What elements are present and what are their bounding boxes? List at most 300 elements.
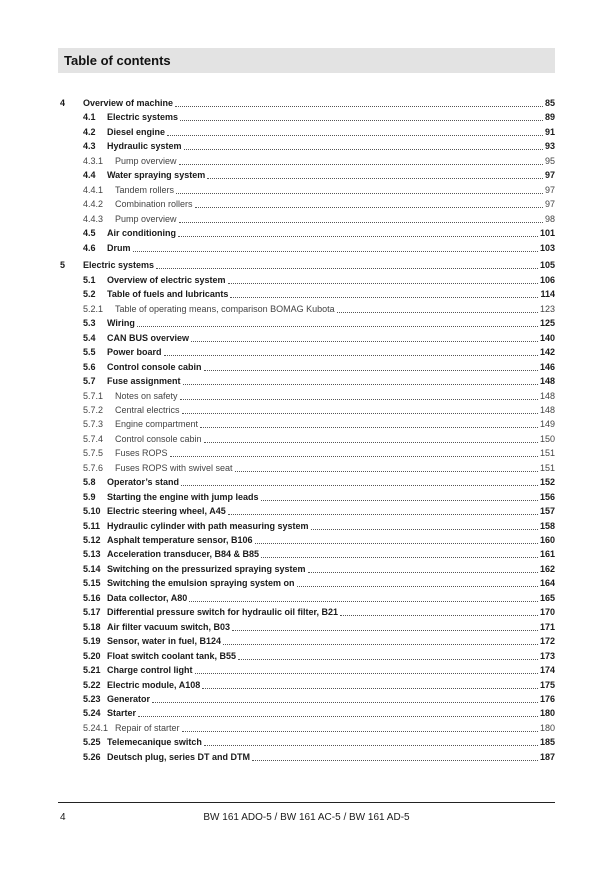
page-number: 150 bbox=[539, 433, 555, 444]
section-title: Electric systems bbox=[83, 260, 155, 271]
page-number: 152 bbox=[539, 477, 555, 488]
section-number: 5.21 bbox=[83, 665, 101, 676]
section-number: 5.2.1 bbox=[83, 303, 104, 314]
dot-leader bbox=[308, 571, 538, 573]
dot-leader bbox=[170, 455, 538, 457]
toc-entry-label bbox=[83, 405, 180, 416]
page-number: 165 bbox=[539, 592, 555, 603]
section-number: 4.4 bbox=[83, 170, 96, 181]
toc-entry-line bbox=[83, 98, 555, 109]
page-number: 97 bbox=[544, 199, 555, 210]
toc-entry-line bbox=[83, 112, 555, 123]
toc-entry-line bbox=[83, 260, 555, 271]
toc-entry-label bbox=[83, 228, 176, 239]
section-title: Differential pressure switch for hydraulic oil filter, B21 bbox=[107, 607, 339, 618]
toc-entry-line bbox=[83, 347, 555, 358]
section-number: 5.17 bbox=[83, 607, 101, 618]
toc-entry-label bbox=[83, 434, 202, 445]
section-title: Drum bbox=[107, 242, 131, 253]
section-title: Starting the engine with jump leads bbox=[107, 491, 259, 502]
toc-entry-line bbox=[83, 622, 555, 633]
toc-entry[interactable] bbox=[0, 213, 613, 227]
dot-leader bbox=[167, 134, 543, 136]
section-number: 5.13 bbox=[83, 549, 101, 560]
toc-entry-label bbox=[83, 185, 174, 196]
toc-entry-line bbox=[83, 564, 555, 575]
section-title: Float switch coolant tank, B55 bbox=[107, 650, 237, 661]
toc-entry-label bbox=[83, 578, 295, 589]
dot-leader bbox=[164, 354, 538, 356]
section-number: 5.1 bbox=[83, 274, 96, 285]
toc-entry[interactable] bbox=[0, 198, 613, 212]
page-number: 98 bbox=[544, 213, 555, 224]
dot-leader bbox=[189, 600, 538, 602]
toc-entry[interactable] bbox=[0, 155, 613, 169]
section-title: Repair of starter bbox=[115, 722, 180, 733]
section-title: Water spraying system bbox=[107, 170, 206, 181]
toc-entry-line bbox=[83, 492, 555, 503]
section-title: Combination rollers bbox=[115, 199, 193, 210]
dot-leader bbox=[152, 701, 538, 703]
dot-leader bbox=[184, 148, 543, 150]
toc-entry-label bbox=[83, 333, 189, 344]
page-number: 140 bbox=[539, 332, 555, 343]
toc-entry[interactable] bbox=[0, 332, 613, 346]
page-number: 151 bbox=[539, 448, 555, 459]
toc-entry-label bbox=[83, 275, 226, 286]
page-number: 172 bbox=[539, 636, 555, 647]
dot-leader bbox=[297, 585, 538, 587]
section-number: 5.10 bbox=[83, 506, 101, 517]
section-number: 5.9 bbox=[83, 491, 96, 502]
footer-divider bbox=[58, 802, 555, 803]
toc-entry-label bbox=[83, 419, 198, 430]
dot-leader bbox=[204, 744, 538, 746]
toc-entry-label bbox=[83, 506, 226, 517]
toc-entry-line bbox=[83, 185, 555, 196]
toc-entry-label bbox=[83, 665, 193, 676]
toc-entry-label bbox=[83, 463, 233, 474]
toc-entry-line bbox=[83, 636, 555, 647]
section-title: Fuse assignment bbox=[107, 376, 181, 387]
toc-entry[interactable] bbox=[0, 418, 613, 432]
toc-entry-line bbox=[83, 228, 555, 239]
section-number: 5.7.3 bbox=[83, 419, 104, 430]
page-number: 156 bbox=[539, 491, 555, 502]
page-number: 91 bbox=[544, 126, 555, 137]
page-number: 157 bbox=[539, 506, 555, 517]
dot-leader bbox=[137, 325, 538, 327]
toc-entry[interactable] bbox=[0, 693, 613, 707]
toc-entry-line bbox=[83, 607, 555, 618]
section-number: 4.4.2 bbox=[83, 199, 104, 210]
toc-entry[interactable] bbox=[0, 534, 613, 548]
section-title: Table of operating means, comparison BOMAG Kubota bbox=[115, 303, 335, 314]
section-title: Central electrics bbox=[115, 404, 180, 415]
section-title: Tandem rollers bbox=[115, 184, 175, 195]
page-number: 180 bbox=[539, 722, 555, 733]
toc-entry[interactable] bbox=[0, 505, 613, 519]
toc-entry-label bbox=[83, 243, 131, 254]
section-title: Charge control light bbox=[107, 665, 193, 676]
toc-entry-label bbox=[83, 448, 168, 459]
toc-entry-label bbox=[83, 127, 165, 138]
page-number: 85 bbox=[544, 98, 555, 108]
section-title: Deutsch plug, series DT and DTM bbox=[107, 751, 251, 762]
toc-entry-label bbox=[83, 347, 162, 358]
toc-entry[interactable] bbox=[0, 577, 613, 591]
footer-model: BW 161 ADO-5 / BW 161 AC-5 / BW 161 AD-5 bbox=[203, 812, 410, 823]
chapter-number: 4 bbox=[60, 98, 66, 108]
section-number: 5.7.4 bbox=[83, 433, 104, 444]
dot-leader bbox=[179, 163, 543, 165]
toc-entry-line bbox=[83, 419, 555, 430]
toc-entry-label bbox=[83, 694, 150, 705]
toc-entry-line bbox=[83, 723, 555, 734]
section-number: 5.22 bbox=[83, 679, 101, 690]
section-title: Control console cabin bbox=[107, 361, 202, 372]
toc-entry-line bbox=[83, 141, 555, 152]
page-number: 103 bbox=[539, 242, 555, 253]
section-number: 5.7.2 bbox=[83, 404, 104, 415]
toc-entry[interactable] bbox=[0, 736, 613, 750]
toc-entry-label bbox=[83, 318, 135, 329]
dot-leader bbox=[195, 672, 538, 674]
toc-entry-line bbox=[83, 680, 555, 691]
page-number: 171 bbox=[539, 621, 555, 632]
section-title: Overview of machine bbox=[83, 98, 174, 108]
toc-entry-line bbox=[83, 708, 555, 719]
toc-entry[interactable] bbox=[0, 317, 613, 331]
section-title: Hydraulic cylinder with path measuring system bbox=[107, 520, 309, 531]
dot-leader bbox=[182, 412, 538, 414]
toc-entry-line bbox=[83, 275, 555, 286]
page-number: 151 bbox=[539, 462, 555, 473]
dot-leader bbox=[340, 614, 538, 616]
section-number: 5.8 bbox=[83, 477, 96, 488]
toc-entry[interactable] bbox=[0, 303, 613, 317]
page-number: 125 bbox=[539, 318, 555, 329]
section-title: Wiring bbox=[107, 318, 135, 329]
page-number: 146 bbox=[539, 361, 555, 372]
toc-entry-label bbox=[83, 593, 187, 604]
section-title: Data collector, A80 bbox=[107, 592, 188, 603]
toc-entry-label bbox=[83, 636, 221, 647]
toc-entry-line bbox=[83, 156, 555, 167]
toc-entry-line bbox=[83, 362, 555, 373]
dot-leader bbox=[182, 730, 538, 732]
toc-entry-label bbox=[83, 723, 180, 734]
section-title: Diesel engine bbox=[107, 126, 166, 137]
toc-chapter[interactable] bbox=[0, 97, 613, 111]
toc-entry[interactable] bbox=[0, 274, 613, 288]
toc-entry-label bbox=[83, 477, 179, 488]
chapter-number: 5 bbox=[60, 260, 66, 271]
toc-entry[interactable] bbox=[0, 679, 613, 693]
toc-entry-line bbox=[83, 535, 555, 546]
page-number: 105 bbox=[539, 260, 555, 271]
toc-entry[interactable] bbox=[0, 169, 613, 183]
dot-leader bbox=[223, 643, 538, 645]
toc-entry-line bbox=[83, 127, 555, 138]
page-number: 187 bbox=[539, 751, 555, 762]
page-number: 101 bbox=[539, 228, 555, 239]
section-number: 5.7.5 bbox=[83, 448, 104, 459]
toc-entry-line bbox=[83, 304, 555, 315]
dot-leader bbox=[181, 484, 538, 486]
page-number: 95 bbox=[544, 155, 555, 166]
dot-leader bbox=[156, 267, 538, 269]
dot-leader bbox=[255, 542, 538, 544]
toc-entry[interactable] bbox=[0, 288, 613, 302]
toc-entry-line bbox=[83, 549, 555, 560]
toc-entry-label bbox=[83, 622, 230, 633]
section-title: Switching the emulsion spraying system on bbox=[107, 578, 295, 589]
toc-entry[interactable] bbox=[0, 707, 613, 721]
toc-entry-label bbox=[83, 98, 173, 109]
toc-entry-line bbox=[83, 376, 555, 387]
toc-header bbox=[58, 48, 555, 73]
section-title: Acceleration transducer, B84 & B85 bbox=[107, 549, 260, 560]
toc-entry[interactable] bbox=[0, 563, 613, 577]
toc-entry[interactable] bbox=[0, 375, 613, 389]
section-number: 4.6 bbox=[83, 242, 96, 253]
toc-entry-line bbox=[83, 578, 555, 589]
toc-entry-label bbox=[83, 535, 253, 546]
toc-entry[interactable] bbox=[0, 462, 613, 476]
page-number: 164 bbox=[539, 578, 555, 589]
section-title: CAN BUS overview bbox=[107, 332, 190, 343]
toc-entry-label bbox=[83, 260, 154, 271]
toc-entry[interactable] bbox=[0, 621, 613, 635]
dot-leader bbox=[261, 499, 538, 501]
section-number: 5.6 bbox=[83, 361, 96, 372]
toc-entry-line bbox=[83, 506, 555, 517]
dot-leader bbox=[207, 177, 543, 179]
section-title: Pump overview bbox=[115, 213, 177, 224]
dot-leader bbox=[178, 235, 538, 237]
toc-entry-line bbox=[83, 405, 555, 416]
section-number: 5.7.6 bbox=[83, 462, 104, 473]
toc-entry[interactable] bbox=[0, 361, 613, 375]
toc-entry-label bbox=[83, 362, 202, 373]
page-number: 161 bbox=[539, 549, 555, 560]
toc-entry-line bbox=[83, 463, 555, 474]
toc-entry[interactable] bbox=[0, 664, 613, 678]
toc-entry[interactable] bbox=[0, 722, 613, 736]
dot-leader bbox=[311, 528, 538, 530]
dot-leader bbox=[191, 340, 538, 342]
dot-leader bbox=[228, 513, 538, 515]
toc-entry[interactable] bbox=[0, 606, 613, 620]
page-number: 106 bbox=[539, 274, 555, 285]
toc-entry[interactable] bbox=[0, 650, 613, 664]
toc-entry[interactable] bbox=[0, 520, 613, 534]
section-title: Engine compartment bbox=[115, 419, 199, 430]
toc-entry-line bbox=[83, 521, 555, 532]
section-number: 4.4.1 bbox=[83, 184, 104, 195]
toc-entry-label bbox=[83, 391, 178, 402]
section-title: Power board bbox=[107, 347, 162, 358]
section-number: 4.4.3 bbox=[83, 213, 104, 224]
section-title: Switching on the pressurized spraying system bbox=[107, 563, 306, 574]
toc-entry[interactable] bbox=[0, 548, 613, 562]
dot-leader bbox=[180, 119, 543, 121]
page-number: 180 bbox=[539, 708, 555, 719]
toc-entry-line bbox=[83, 593, 555, 604]
page-number: 158 bbox=[539, 520, 555, 531]
section-title: Fuses ROPS with swivel seat bbox=[115, 462, 233, 473]
dot-leader bbox=[337, 311, 538, 313]
toc-entry[interactable] bbox=[0, 476, 613, 490]
toc-entry[interactable] bbox=[0, 390, 613, 404]
section-title: Electric steering wheel, A45 bbox=[107, 506, 226, 517]
section-number: 5.23 bbox=[83, 693, 101, 704]
toc-entry-label bbox=[83, 680, 200, 691]
toc-entry-label bbox=[83, 199, 193, 210]
dot-leader bbox=[183, 383, 538, 385]
toc-entry[interactable] bbox=[0, 447, 613, 461]
toc-entry-line bbox=[83, 170, 555, 181]
section-number: 5.18 bbox=[83, 621, 101, 632]
toc-entry[interactable] bbox=[0, 126, 613, 140]
toc-entry[interactable] bbox=[0, 111, 613, 125]
section-number: 4.1 bbox=[83, 112, 96, 123]
page-number: 160 bbox=[539, 535, 555, 545]
dot-leader bbox=[138, 715, 538, 717]
dot-leader bbox=[202, 687, 538, 689]
toc-entry-line bbox=[83, 391, 555, 402]
section-title: Pump overview bbox=[115, 155, 177, 166]
toc-entry[interactable] bbox=[0, 184, 613, 198]
section-number: 4.2 bbox=[83, 126, 96, 137]
dot-leader bbox=[230, 296, 538, 298]
section-title: Starter bbox=[107, 708, 137, 719]
toc-entry-label bbox=[83, 564, 306, 575]
toc-entry-line bbox=[83, 477, 555, 488]
section-title: Electric module, A108 bbox=[107, 679, 201, 690]
section-number: 5.4 bbox=[83, 332, 96, 343]
toc-entry-line bbox=[83, 333, 555, 344]
toc-entry-label bbox=[83, 708, 136, 719]
toc-entry-label bbox=[83, 214, 177, 225]
dot-leader bbox=[252, 759, 538, 761]
section-number: 5.14 bbox=[83, 563, 101, 574]
section-number: 5.11 bbox=[83, 520, 101, 531]
section-number: 5.7.1 bbox=[83, 390, 104, 401]
section-number: 4.5 bbox=[83, 228, 96, 239]
section-number: 5.26 bbox=[83, 751, 101, 762]
section-number: 5.24.1 bbox=[83, 722, 109, 733]
toc-entry[interactable] bbox=[0, 433, 613, 447]
toc-entry-line bbox=[83, 243, 555, 254]
page-number: 97 bbox=[544, 170, 555, 181]
toc-entry[interactable] bbox=[0, 227, 613, 241]
page-number: 176 bbox=[539, 693, 555, 704]
dot-leader bbox=[232, 629, 538, 631]
dot-leader bbox=[228, 282, 538, 284]
toc-entry-label bbox=[83, 289, 228, 300]
page-number: 149 bbox=[539, 419, 555, 430]
page-title: Table of contents bbox=[64, 53, 171, 68]
section-title: Air conditioning bbox=[107, 228, 176, 239]
toc-entry-line bbox=[83, 318, 555, 329]
toc-entry[interactable] bbox=[0, 751, 613, 765]
section-number: 5.15 bbox=[83, 578, 101, 589]
toc-entry[interactable] bbox=[0, 635, 613, 649]
dot-leader bbox=[235, 470, 538, 472]
dot-leader bbox=[175, 105, 543, 107]
section-number: 5.7 bbox=[83, 376, 96, 387]
page-number: 174 bbox=[539, 665, 555, 676]
toc-entry-label bbox=[83, 156, 177, 167]
page-number: 162 bbox=[539, 563, 555, 574]
section-number: 5.19 bbox=[83, 636, 101, 647]
section-number: 5.12 bbox=[83, 535, 101, 545]
section-number: 5.20 bbox=[83, 650, 101, 661]
page-number: 170 bbox=[539, 607, 555, 618]
page-number: 114 bbox=[540, 289, 555, 300]
toc-entry-label bbox=[83, 549, 259, 560]
section-title: Overview of electric system bbox=[107, 274, 226, 285]
dot-leader bbox=[180, 398, 538, 400]
page-number: 89 bbox=[544, 112, 555, 123]
section-title: Table of fuels and lubricants bbox=[107, 289, 229, 300]
toc-entry[interactable] bbox=[0, 242, 613, 256]
toc-entry[interactable] bbox=[0, 491, 613, 505]
dot-leader bbox=[195, 206, 543, 208]
section-title: Air filter vacuum switch, B03 bbox=[107, 621, 231, 632]
dot-leader bbox=[238, 658, 538, 660]
section-number: 5.5 bbox=[83, 347, 96, 358]
toc-entry-label bbox=[83, 112, 178, 123]
toc-entry-line bbox=[83, 199, 555, 210]
section-number: 5.2 bbox=[83, 289, 96, 300]
section-title: Notes on safety bbox=[115, 390, 178, 401]
section-number: 5.16 bbox=[83, 592, 101, 603]
toc-entry[interactable] bbox=[0, 140, 613, 154]
section-number: 5.25 bbox=[83, 737, 101, 748]
section-number: 5.3 bbox=[83, 318, 96, 329]
toc-entry-label bbox=[83, 492, 259, 503]
toc-entry[interactable] bbox=[0, 592, 613, 606]
toc-entry-line bbox=[83, 737, 555, 748]
section-title: Electric systems bbox=[107, 112, 179, 123]
section-number: 4.3.1 bbox=[83, 155, 104, 166]
toc-entry[interactable] bbox=[0, 346, 613, 360]
dot-leader bbox=[204, 369, 538, 371]
dot-leader bbox=[176, 192, 543, 194]
page-number: 148 bbox=[539, 376, 555, 387]
toc-entry-line bbox=[83, 665, 555, 676]
section-number: 4.3 bbox=[83, 141, 96, 152]
dot-leader bbox=[204, 441, 538, 443]
toc-chapter[interactable] bbox=[0, 259, 613, 273]
footer-page-number: 4 bbox=[60, 812, 66, 823]
page-number: 175 bbox=[539, 679, 555, 690]
toc-entry-label bbox=[83, 607, 338, 618]
page-number: 142 bbox=[539, 347, 555, 358]
toc-entry-label bbox=[83, 737, 202, 748]
page-number: 93 bbox=[544, 141, 555, 152]
dot-leader bbox=[261, 556, 538, 558]
section-title: Hydraulic system bbox=[107, 141, 182, 152]
toc-entry[interactable] bbox=[0, 404, 613, 418]
toc-entry-label bbox=[83, 141, 182, 152]
section-number: 5.24 bbox=[83, 708, 101, 719]
page-number: 97 bbox=[544, 184, 555, 195]
toc-entry-label bbox=[83, 376, 181, 387]
